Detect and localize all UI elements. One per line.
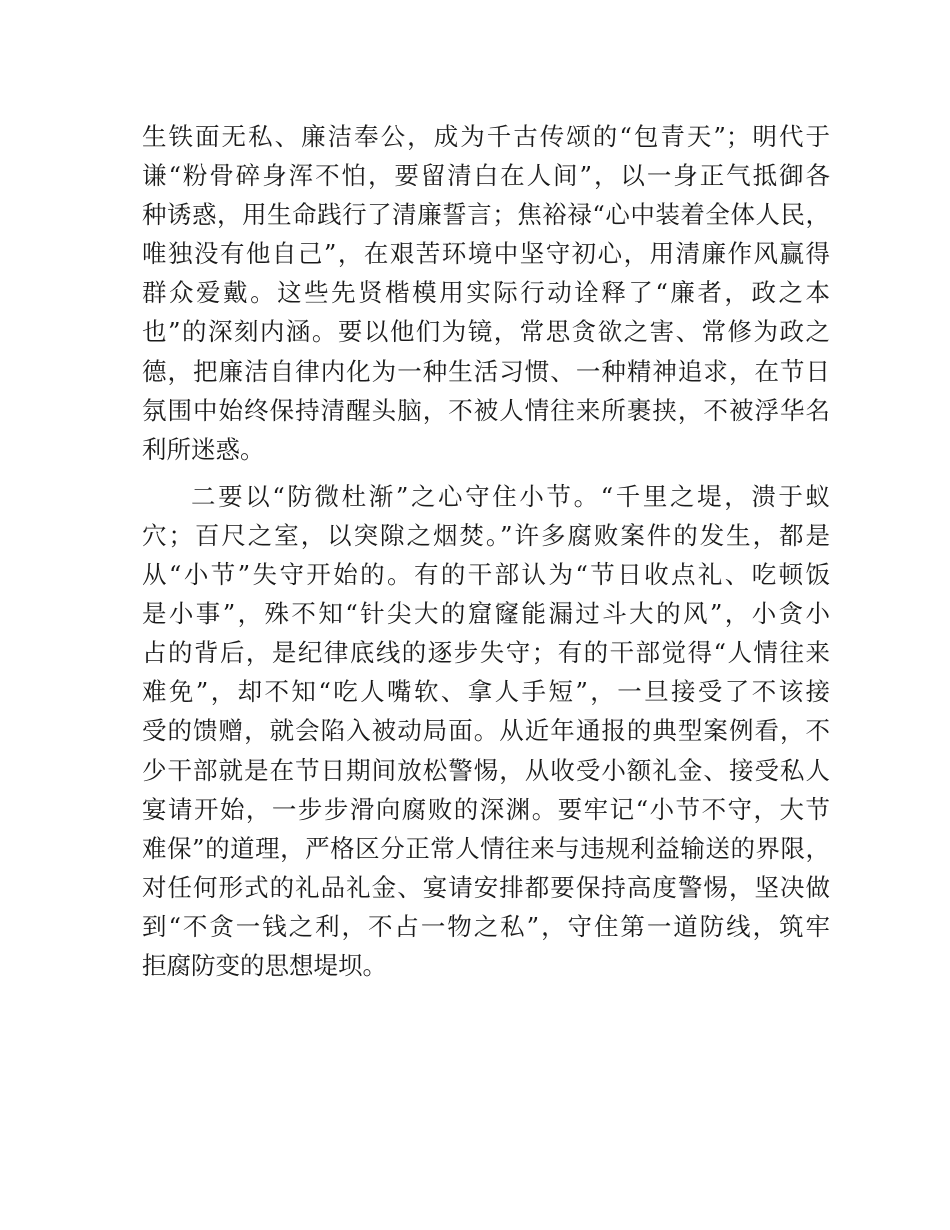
paragraph-1 [142,117,830,469]
text-line: 二要以“防微杜渐”之心守住小节。“千里之堤，溃于蚁 [191,481,830,511]
text-line: 从“小节”失守开始的。有的干部认为“节日收点礼、吃顿饭 [142,560,830,590]
text-line: 穴；百尺之室，以突隙之烟焚。”许多腐败案件的发生，都是 [142,520,830,550]
document-body [142,117,830,985]
text-line: 宴请开始，一步步滑向腐败的深渊。要牢记“小节不守，大节 [142,794,830,824]
text-line: 唯独没有他自己”，在艰苦环境中坚守初心，用清廉作风赢得 [142,239,830,269]
text-line: 少干部就是在节日期间放松警惕，从收受小额礼金、接受私人 [142,755,830,785]
text-line: 群众爱戴。这些先贤楷模用实际行动诠释了“廉者，政之本 [142,278,830,308]
text-line: 生铁面无私、廉洁奉公，成为千古传颂的“包青天”；明代于 [142,122,830,151]
text-line: 难保”的道理，严格区分正常人情往来与违规利益输送的界限， [142,833,830,863]
text-line: 难免”，却不知“吃人嘴软、拿人手短”，一旦接受了不该接 [142,677,830,707]
text-line: 谦“粉骨碎身浑不怕，要留清白在人间”，以一身正气抵御各 [142,161,830,191]
paragraph-gap [142,469,830,477]
text-line: 氛围中始终保持清醒头脑，不被人情往来所裹挟，不被浮华名 [142,395,830,425]
text-line: 利所迷惑。 [142,434,265,464]
text-line: 种诱惑，用生命践行了清廉誓言；焦裕禄“心中装着全体人民， [142,200,830,230]
text-line: 德，把廉洁自律内化为一种生活习惯、一种精神追求，在节日 [142,356,830,386]
text-line: 占的背后，是纪律底线的逐步失守；有的干部觉得“人情往来 [142,638,830,668]
text-line: 拒腐防变的思想堤坝。 [142,950,387,980]
text-line: 对任何形式的礼品礼金、宴请安排都要保持高度警惕，坚决做 [142,872,830,902]
text-line: 到“不贪一钱之利，不占一物之私”，守住第一道防线，筑牢 [142,911,830,941]
paragraph-2 [142,477,830,985]
text-line: 也”的深刻内涵。要以他们为镜，常思贪欲之害、常修为政之 [142,317,830,347]
text-line: 受的馈赠，就会陷入被动局面。从近年通报的典型案例看，不 [142,716,830,746]
text-line: 是小事”，殊不知“针尖大的窟窿能漏过斗大的风”，小贪小 [142,599,830,629]
